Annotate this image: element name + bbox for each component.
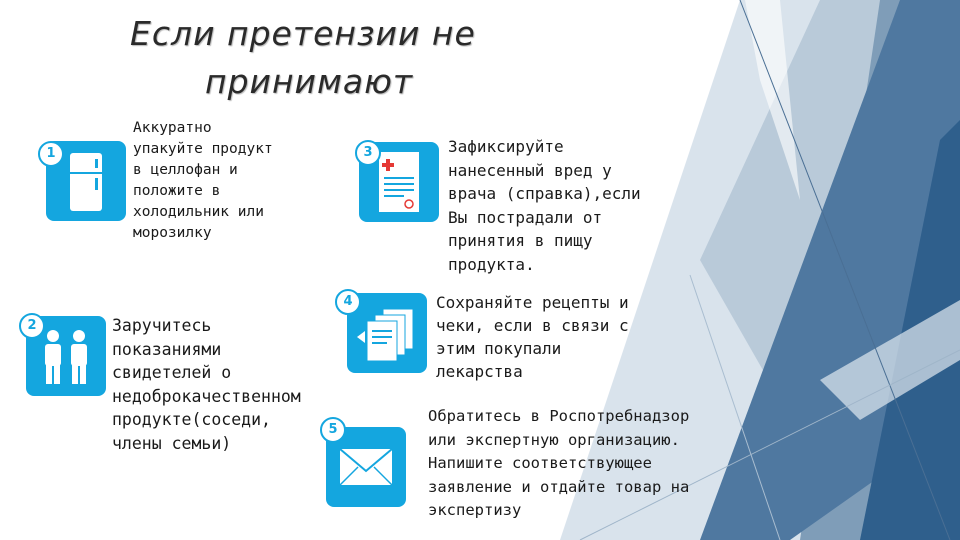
title-line-1: Если претензии не — [130, 14, 476, 53]
step-number-badge: 1 — [38, 141, 64, 167]
step-number-badge: 4 — [335, 289, 361, 315]
step-1-text: Аккуратно упакуйте продукт в целлофан и положите в холодильник или морозилку — [133, 120, 273, 241]
step-3-text: Зафиксируйте нанесенный вред у врача (справка),если Вы пострадали от принятия в пищу продукта. — [448, 137, 641, 274]
step-2-text: Заручитесь показаниями свидетелей о недоброкачественном продукте(соседи, члены семьи) — [112, 316, 301, 453]
step-5-text: Обратитесь в Роспотребнадзор или экспертную организацию. Напишите соответствующее заявление и отдайте товар на экспертизу — [428, 407, 690, 519]
slide-title — [130, 10, 550, 106]
step-number-badge: 3 — [355, 140, 381, 166]
title-line-2: принимают — [205, 62, 414, 101]
step-number-badge: 5 — [320, 417, 346, 443]
step-number-badge: 2 — [19, 313, 45, 339]
step-4-text: Сохраняйте рецепты и чеки, если в связи с этим покупали лекарства — [436, 293, 629, 381]
